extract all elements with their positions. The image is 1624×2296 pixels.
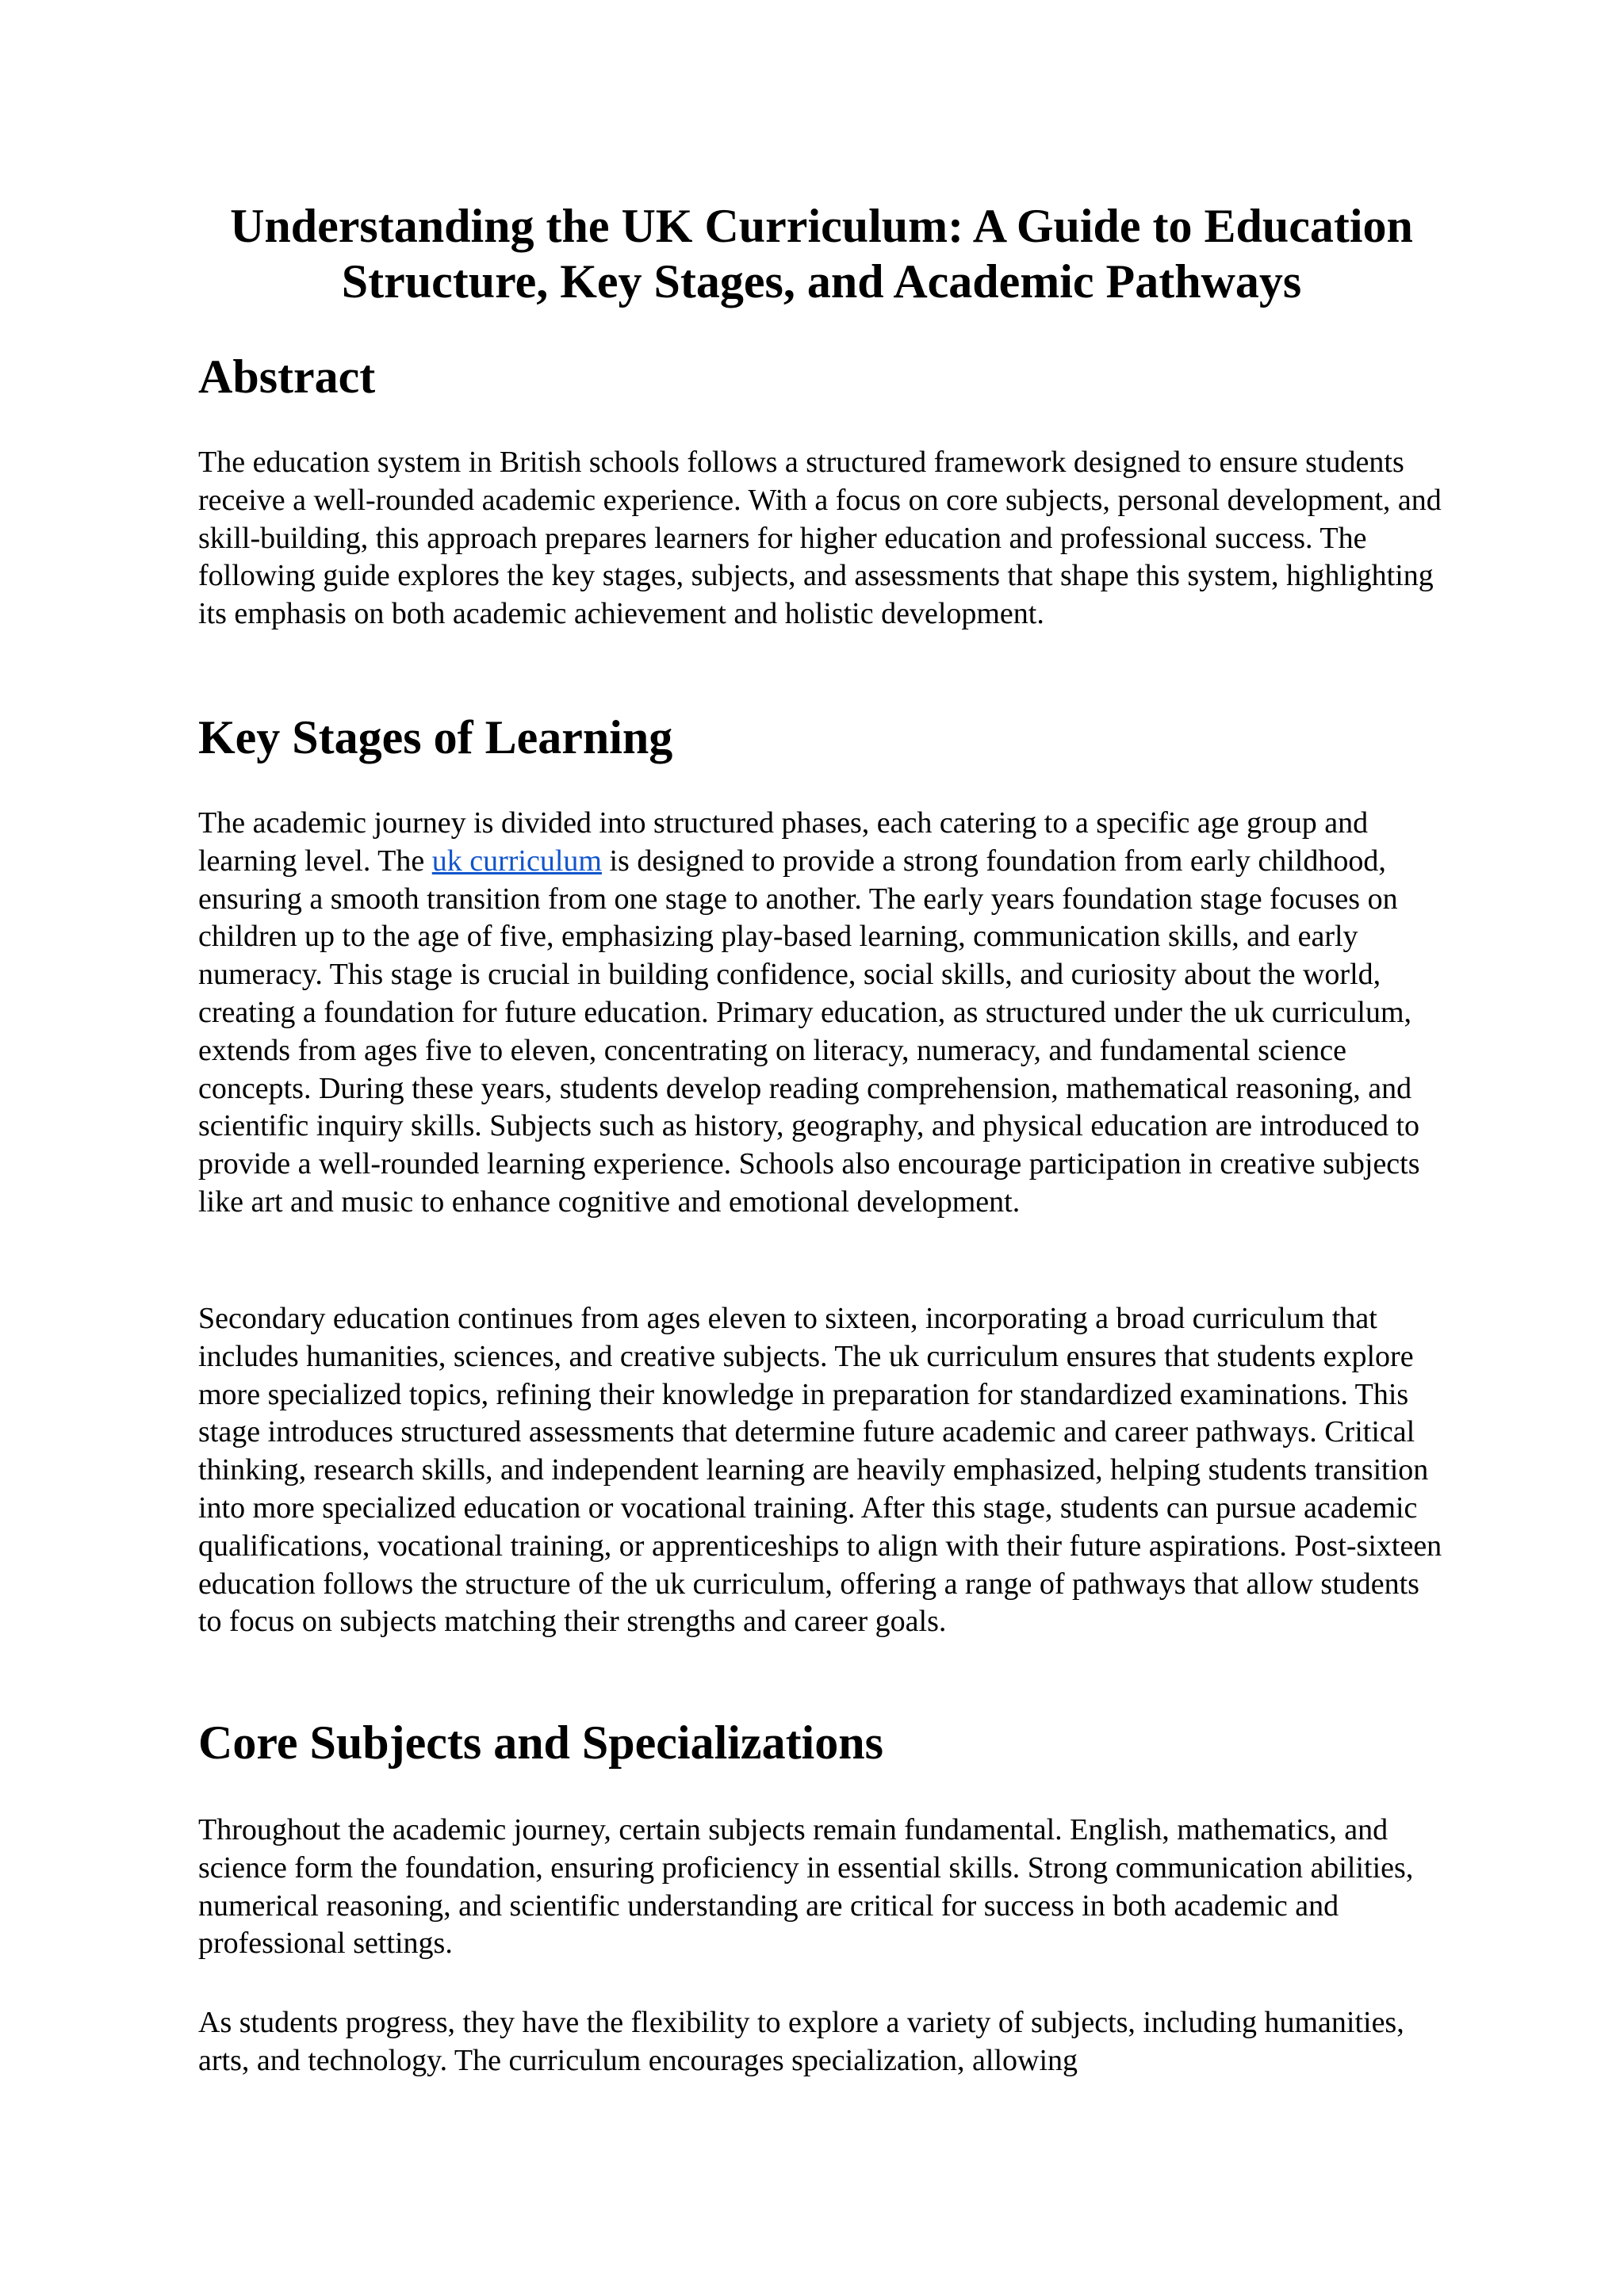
key-stages-paragraph-1-start: The academic journey is divided into structured phases, each catering to a specific age group and learning level. The xyxy=(198,806,1369,878)
core-subjects-paragraph-1: Throughout the academic journey, certain subjects remain fundamental. English, mathematics, and science form the foundation, ensuring proficiency in essential skills. Strong communication abilities, numerical reasoning, and scientific understanding are critical for success in both academic and professional settings. xyxy=(198,1813,1414,1961)
title-line-2: Structure, Key Stages, and Academic Pathways xyxy=(341,255,1302,308)
key-stages-paragraph-2: Secondary education continues from ages eleven to sixteen, incorporating a broad curriculum that includes humanities, sciences, and creative subjects. The uk curriculum ensures that students explore more specialized topics, refining their knowledge in preparation for standardized examinations. This stage introduces structured assessments that determine future academic and career pathways. Critical thinking, research skills, and independent learning are heavily emphasized, helping students transition into more specialized education or vocational training. After this stage, students can pursue academic qualifications, vocational training, or apprenticeships to align with their future aspirations. Post-sixteen education follows the structure of the uk curriculum, offering a range of pathways that allow students to focus on subjects matching their strengths and career goals. xyxy=(198,1302,1442,1639)
key-stages-paragraph-1 xyxy=(198,805,1445,1222)
abstract-heading: Abstract xyxy=(198,350,376,403)
document-title xyxy=(198,198,1445,309)
title-line-1: Understanding the UK Curriculum: A Guide to Education xyxy=(230,200,1413,252)
key-stages-heading: Key Stages of Learning xyxy=(198,711,673,763)
core-subjects-paragraph-2: As students progress, they have the flexibility to explore a variety of subjects, including humanities, arts, and technology. The curriculum encourages specialization, allowing xyxy=(198,2006,1404,2077)
key-stages-paragraph-1-end: is designed to provide a strong foundation from early childhood, ensuring a smooth transition from one stage to another. The early years foundation stage focuses on children up to the age of five, emphasizing play-based learning, communication skills, and early numeracy. This stage is crucial in building confidence, social skills, and curiosity about the world, creating a foundation for future education. Primary education, as structured under the uk curriculum, extends from ages five to eleven, concentrating on literacy, numeracy, and fundamental science concepts. During these years, students develop reading comprehension, mathematical reasoning, and scientific inquiry skills. Subjects such as history, geography, and physical education are introduced to provide a well-rounded learning experience. Schools also encourage participation in creative subjects like art and music to enhance cognitive and emotional development. xyxy=(198,844,1420,1219)
core-subjects-heading: Core Subjects and Specializations xyxy=(198,1716,883,1769)
uk-curriculum-link[interactable]: uk curriculum xyxy=(431,844,602,878)
abstract-paragraph: The education system in British schools follows a structured framework designed to ensure students receive a well-rounded academic experience. With a focus on core subjects, personal development, and skill-building, this approach prepares learners for higher education and professional success. The following guide explores the key stages, subjects, and assessments that shape this system, highlighting its emphasis on both academic achievement and holistic development. xyxy=(198,446,1442,631)
